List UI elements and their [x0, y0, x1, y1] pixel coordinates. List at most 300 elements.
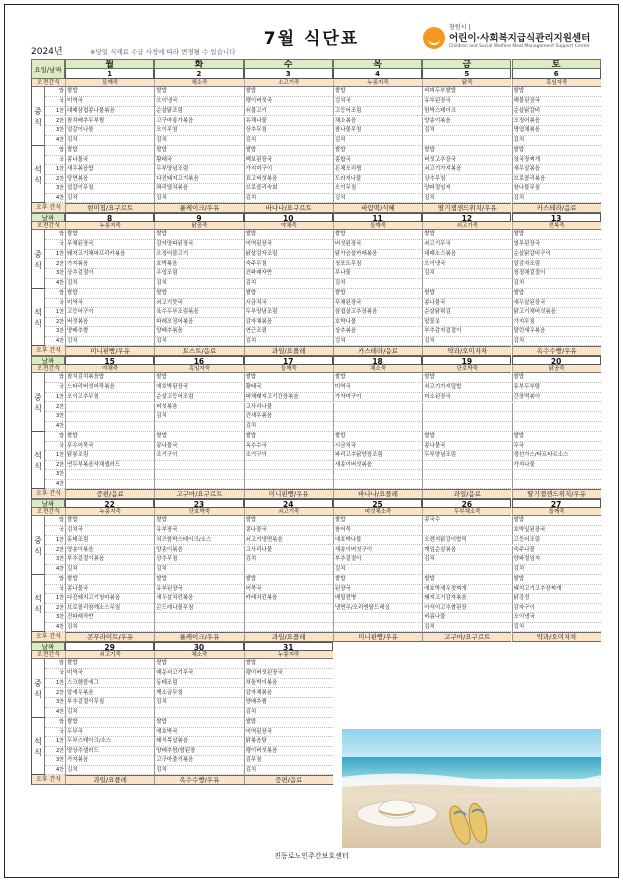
menu-item: 두부국 [65, 728, 154, 738]
row-label: 2찬 [45, 747, 65, 757]
menu-item [333, 623, 422, 633]
menu-item: 콩나물국 [154, 442, 243, 452]
date-number: 22 [65, 499, 154, 508]
menu-item [244, 565, 333, 575]
menu-item: 감자양파된장국 [154, 240, 243, 250]
menu-item [333, 422, 422, 432]
special-label: 오전간식 [31, 508, 65, 516]
menu-item: 된장국 [333, 585, 422, 595]
row-label: 1찬 [45, 393, 65, 403]
menu-item: 두부스테이크/소스 [65, 737, 154, 747]
menu-item: 쌀밥 [65, 87, 154, 97]
menu-item: 콩나물국 [422, 299, 511, 309]
menu-item: 김치 [244, 337, 333, 347]
menu-item: 쌀밥 [422, 432, 511, 442]
menu-item: 당면볶음 [65, 175, 154, 185]
menu-item: 팽이버섯볶음 [244, 747, 333, 757]
menu-item: 미소된장국 [422, 393, 511, 403]
row-label: 3찬 [45, 756, 65, 766]
menu-item: 양송이볶음 [154, 546, 243, 556]
week-block [31, 356, 601, 499]
menu-item: 김치 [333, 136, 422, 146]
menu-item: 고사리나물 [244, 546, 333, 556]
menu-item [333, 613, 422, 623]
menu-item: 메밀전병 [333, 594, 422, 604]
menu-item: 연두부볶음자채샐러드 [65, 461, 154, 471]
menu-item: 김치 [154, 766, 243, 776]
row-label: 2찬 [45, 403, 65, 413]
menu-item: 김치 [244, 422, 333, 432]
menu-item: 쌀밥 [512, 575, 601, 585]
afternoon-snack: 과일/요플레 [244, 632, 333, 642]
menu-item [244, 461, 333, 471]
menu-item: 김치 [512, 279, 601, 289]
menu-item: 김치 [65, 623, 154, 633]
menu-item: 양배추쌈 [65, 327, 154, 337]
menu-item: 쌀밥 [244, 516, 333, 526]
menu-item [154, 613, 243, 623]
morning-snack: 야채죽 [65, 365, 154, 373]
menu-item: 백보된장국 [244, 156, 333, 166]
menu-item: 김치 [422, 194, 511, 204]
menu-item: 쌀밥 [422, 373, 511, 383]
menu-item: 홍합국 [333, 156, 422, 166]
afternoon-snack: 약과/오미자차 [512, 632, 601, 642]
menu-item: 새우살치킨볶음 [154, 594, 243, 604]
menu-item: 쌀밥 [512, 289, 601, 299]
menu-item: 순살고등어조림 [154, 393, 243, 403]
menu-item: 순살닭갈비구이 [512, 250, 601, 260]
menu-item: 쌀밥 [65, 146, 154, 156]
date-number: 8 [65, 213, 154, 222]
row-label: 3찬 [45, 555, 65, 565]
menu-item: 쌀밥 [333, 87, 422, 97]
menu-item: 쌀밥 [65, 432, 154, 442]
menu-item [244, 613, 333, 623]
afternoon-snack: 과일/음료 [422, 489, 511, 499]
menu-item: 새우살된장국 [512, 299, 601, 309]
menu-item: 김치 [65, 194, 154, 204]
menu-item: 알감자조림 [512, 260, 601, 270]
menu-item: 고구마롱가볶음 [154, 117, 243, 127]
date-number: 1 [65, 69, 154, 79]
menu-item: 두부양념조림 [422, 451, 511, 461]
menu-item [512, 412, 601, 422]
menu-item: 쌀밥 [154, 516, 243, 526]
year-label: 2024년 [31, 47, 63, 57]
row-label: 국 [45, 299, 65, 309]
center-logo [423, 22, 593, 58]
menu-item: 무채된장국 [65, 240, 154, 250]
afternoon-snack: 바나나/요플레 [333, 489, 422, 499]
morning-snack: 누룽지죽 [65, 222, 154, 230]
afternoon-snack: 과일/요플레 [244, 346, 333, 356]
menu-item: 우엉조림 [154, 269, 243, 279]
menu-item [422, 565, 511, 575]
menu-item: 호박잎된장국 [512, 526, 601, 536]
date-number: 27 [512, 499, 601, 508]
menu-item: 새우살볶음 [512, 165, 601, 175]
menu-item: 쇠불고기 [244, 107, 333, 117]
row-label: 3찬 [45, 412, 65, 422]
special-label: 오전간식 [31, 222, 65, 230]
menu-item: 얼갈이무침 [65, 184, 154, 194]
beach-image [342, 729, 601, 848]
menu-item: 부추겉절이 [333, 555, 422, 565]
menu-item: 감자채볶음 [244, 318, 333, 328]
menu-item: 말린새우볶음 [512, 327, 601, 337]
menu-item: 참나물무침 [512, 184, 601, 194]
menu-item: 고등어조림 [333, 107, 422, 117]
date-header-label: 날짜 [31, 642, 65, 651]
date-number: 4 [333, 69, 422, 79]
menu-item: 깨잎순살볶음 [422, 546, 511, 556]
date-number: 13 [512, 213, 601, 222]
menu-item: 김치 [154, 698, 243, 708]
special-label: 오전간식 [31, 365, 65, 373]
afternoon-snack: 미니핀빵/우유 [65, 346, 154, 356]
menu-item: 깨소금무침 [154, 689, 243, 699]
menu-item: 쌀밥 [154, 146, 243, 156]
menu-item: 냉면무/오리엔탈드레싱 [333, 604, 422, 614]
morning-snack: 야채죽 [244, 222, 333, 230]
menu-item: 부추감자겉절이 [422, 327, 511, 337]
menu-item: 쌀밥 [65, 230, 154, 240]
menu-item: 쌀밥 [512, 516, 601, 526]
menu-item: 호박나물 [333, 318, 422, 328]
menu-item: 가자미구이 [333, 393, 422, 403]
menu-grid [31, 59, 601, 785]
page-title: 7월 식단표 [263, 29, 360, 49]
date-number: 12 [422, 213, 511, 222]
menu-item: 쇠고기뭇국 [154, 299, 243, 309]
menu-item: 팽이버섯국 [244, 97, 333, 107]
menu-item: 미역된장국 [244, 240, 333, 250]
menu-item: 돼지고기감자볶음 [422, 594, 511, 604]
menu-item: 콩나물국 [422, 442, 511, 452]
snack-label: 오후 간식 [31, 203, 65, 213]
date-number: 31 [244, 642, 333, 651]
afternoon-snack: 롤케이크/우유 [154, 632, 243, 642]
menu-item: 무채된장국 [333, 299, 422, 309]
smile-logo-icon [423, 27, 445, 49]
menu-item: 쌀밥 [65, 516, 154, 526]
date-number: 25 [333, 499, 422, 508]
menu-item: 김치 [154, 194, 243, 204]
row-label: 국 [45, 97, 65, 107]
menu-item: 김치국 [333, 97, 422, 107]
row-label: 밥 [45, 230, 65, 240]
menu-item: 쌀밥 [422, 289, 511, 299]
morning-snack: 채소죽 [333, 365, 422, 373]
date-number: 30 [154, 642, 243, 651]
menu-item [512, 470, 601, 480]
menu-item: 감자구이 [512, 604, 601, 614]
menu-item: 김치 [333, 279, 422, 289]
lunch-label: 중식 [31, 659, 45, 718]
menu-item: 가지미구이 [244, 165, 333, 175]
menu-item: 쌀밥 [333, 289, 422, 299]
menu-item: 쌀밥 [154, 432, 243, 442]
row-label: 3찬 [45, 184, 65, 194]
menu-item [333, 480, 422, 490]
row-label: 1찬 [45, 594, 65, 604]
menu-item [422, 470, 511, 480]
menu-item: 새송이버섯볶음 [333, 461, 422, 471]
dinner-label: 석식 [31, 575, 45, 632]
row-label: 국 [45, 383, 65, 393]
row-label: 2찬 [45, 546, 65, 556]
menu-item: 미역된장국 [244, 728, 333, 738]
menu-item: 파래오징어볶음 [154, 318, 243, 328]
menu-item: 미역국 [65, 97, 154, 107]
menu-item: 미역국 [65, 669, 154, 679]
menu-item [154, 470, 243, 480]
menu-item: 쌀밥 [333, 230, 422, 240]
menu-item: 쌀밥 [422, 146, 511, 156]
menu-item: 애호박된장국 [154, 383, 243, 393]
menu-item: 시금치국 [244, 299, 333, 309]
row-label: 3찬 [45, 470, 65, 480]
menu-item: 명엽채볶음 [512, 126, 601, 136]
afternoon-snack: 고구마/요구르트 [422, 632, 511, 642]
menu-item [422, 422, 511, 432]
menu-item: 스크램블에그 [65, 679, 154, 689]
morning-snack: 들깨죽 [512, 508, 601, 516]
menu-item: 상추겉절이 [65, 269, 154, 279]
menu-item: 쌀밥 [154, 659, 243, 669]
menu-item [512, 422, 601, 432]
menu-item: 콩국수 [422, 516, 511, 526]
menu-item: 시금치국 [333, 442, 422, 452]
weekday-header: 수 [244, 59, 333, 69]
menu-item: 가지나물 [512, 461, 601, 471]
morning-snack: 쇠고기죽 [422, 222, 511, 230]
menu-item [65, 412, 154, 422]
date-number: 15 [65, 356, 154, 365]
menu-item: 고구마줄기볶음 [154, 756, 243, 766]
menu-item: 참어묵 [333, 526, 422, 536]
menu-item: 쌀밥 [244, 230, 333, 240]
morning-snack: 버섯채소죽 [333, 508, 422, 516]
menu-item: 닭봉조림 [65, 451, 154, 461]
menu-item: 쌀밥 [65, 659, 154, 669]
menu-item: 느타리버섯어묵볶음 [65, 383, 154, 393]
date-number: 17 [244, 356, 333, 365]
menu-item: 감자채볶음 [244, 689, 333, 699]
menu-item: 김치 [512, 565, 601, 575]
row-label: 1찬 [45, 107, 65, 117]
menu-item: 옥수수국 [244, 442, 333, 452]
menu-item: 유부두부탕 [512, 383, 601, 393]
menu-item: 순살닭갈비 [512, 107, 601, 117]
menu-item: 콩나물국 [65, 585, 154, 595]
afternoon-snack: 딸기잼샌드위치/우유 [422, 203, 511, 213]
menu-item: 고등어구이 [65, 308, 154, 318]
morning-snack: 채소죽 [154, 651, 243, 659]
menu-item: 김치 [333, 337, 422, 347]
beach-picture [342, 729, 601, 848]
row-label: 밥 [45, 659, 65, 669]
menu-item: 돼지목살볶음 [154, 737, 243, 747]
menu-item: 양파절임지 [512, 555, 601, 565]
menu-item: 쌀밥 [154, 289, 243, 299]
lunch-label: 중식 [31, 87, 45, 146]
row-label: 국 [45, 240, 65, 250]
morning-snack: 소고기죽 [244, 79, 333, 87]
menu-item: 양송이볶음 [422, 117, 511, 127]
date-number: 19 [422, 356, 511, 365]
menu-item: 고사리나물 [244, 403, 333, 413]
menu-item: 김치 [422, 126, 511, 136]
menu-item [154, 623, 243, 633]
row-label: 1찬 [45, 165, 65, 175]
morning-snack: 누룽지죽 [333, 79, 422, 87]
menu-item: 새우볶음밥 [65, 165, 154, 175]
menu-item: 오징어볶음 [512, 117, 601, 127]
row-label: 밥 [45, 575, 65, 585]
afternoon-snack: 바나나/요구르트 [244, 203, 333, 213]
date-number: 16 [154, 356, 243, 365]
menu-item [422, 461, 511, 471]
menu-item: 쇠고기무국 [422, 240, 511, 250]
morning-snack: 흑임자죽 [154, 365, 243, 373]
menu-item: 쌀밥 [65, 718, 154, 728]
row-label: 4찬 [45, 708, 65, 718]
menu-item: 연근조림 [244, 327, 333, 337]
menu-item: 오이냉국 [422, 260, 511, 270]
menu-item: 쌀밥 [154, 230, 243, 240]
menu-item: 숙주나물 [512, 546, 601, 556]
menu-item [244, 623, 333, 633]
footer-center-name: 진동로노인주간보호센터 [274, 852, 349, 860]
menu-item: 도라지나물 [333, 175, 422, 185]
menu-item: 두부양념조림 [154, 165, 243, 175]
row-label: 4찬 [45, 136, 65, 146]
menu-item: 오렌지닭강이밥믹 [422, 536, 511, 546]
menu-item: 삼겹살고추장볶음 [333, 308, 422, 318]
menu-item: 닭볶음탕 [244, 737, 333, 747]
menu-item: 쌀밥 [333, 516, 422, 526]
menu-item: 차돌박이볶음 [244, 679, 333, 689]
morning-snack: 단호박죽 [154, 508, 243, 516]
menu-item: 김치 [512, 623, 601, 633]
row-label: 1찬 [45, 451, 65, 461]
date-number: 5 [422, 69, 511, 79]
menu-item: 함박스테이크 [422, 107, 511, 117]
menu-item: 김치 [422, 337, 511, 347]
menu-item: 간장떡볶이 [512, 393, 601, 403]
menu-item: 고등어조림 [512, 536, 601, 546]
menu-item: 돼지고기고추장찌개 [512, 585, 601, 595]
menu-item: 곤드레나물무침 [154, 604, 243, 614]
menu-item: 건파래자반 [65, 613, 154, 623]
weekday-header: 월 [65, 59, 154, 69]
menu-item: 참치김치볶음밥 [65, 373, 154, 383]
row-label: 국 [45, 156, 65, 166]
menu-item: 파채돼지고기간장볶음 [244, 393, 333, 403]
menu-item: 유부장국 [154, 526, 243, 536]
menu-item: 어묵국 [244, 585, 333, 595]
menu-item: 쇠고기가지덮밥 [422, 383, 511, 393]
menu-item: 김치 [65, 279, 154, 289]
menu-item: 꽈리멸치볶음 [154, 184, 243, 194]
menu-item: 김치 [154, 565, 243, 575]
menu-item: 쌀밥 [333, 146, 422, 156]
morning-snack: 들깨죽 [65, 79, 154, 87]
menu-item: 쌀밥 [333, 432, 422, 442]
row-label: 1찬 [45, 536, 65, 546]
menu-item: 쌀밥 [333, 575, 422, 585]
menu-item: 유채나물 [244, 117, 333, 127]
date-number: 18 [333, 356, 422, 365]
menu-item: 조기구이 [154, 451, 243, 461]
menu-item [65, 470, 154, 480]
week-block [31, 213, 601, 356]
row-label: 밥 [45, 432, 65, 442]
afternoon-snack: 딸기잼샌드위치/우유 [512, 489, 601, 499]
menu-item: 애호박국 [154, 728, 243, 738]
menu-item [65, 422, 154, 432]
menu-item: 김치 [512, 337, 601, 347]
menu-item: 숙주무침 [244, 260, 333, 270]
menu-item: 다진돼지고기볶음 [154, 175, 243, 185]
row-label: 2찬 [45, 175, 65, 185]
morning-snack: 누룽지죽 [244, 651, 333, 659]
row-label: 밥 [45, 146, 65, 156]
row-label: 1찬 [45, 308, 65, 318]
morning-snack: 흑임자죽 [512, 79, 601, 87]
menu-item: 오징어불고기 [154, 250, 243, 260]
menu-item: 쌀밥 [244, 575, 333, 585]
afternoon-snack: 옥수수빵/우유 [154, 775, 243, 785]
menu-item: 쇠고기냉면볶음 [244, 536, 333, 546]
row-label: 4찬 [45, 766, 65, 776]
menu-item: 김치 [65, 565, 154, 575]
menu-item: 말꽃옷 [422, 318, 511, 328]
row-label: 4찬 [45, 480, 65, 490]
menu-item [333, 403, 422, 413]
week-block [31, 499, 601, 642]
row-label: 2찬 [45, 260, 65, 270]
menu-item [65, 403, 154, 413]
menu-item: 김치 [244, 555, 333, 565]
date-number: 6 [512, 69, 601, 79]
menu-item: 쌀밥 [244, 659, 333, 669]
row-label: 국 [45, 728, 65, 738]
row-label: 1찬 [45, 250, 65, 260]
menu-item: 오이고추무침 [65, 393, 154, 403]
menu-item: 아삭이고추쌈된장 [422, 604, 511, 614]
date-header-label: 요일/날짜 [31, 59, 65, 79]
menu-item: 쌀밥 [512, 432, 601, 442]
lunch-label: 중식 [31, 230, 45, 289]
menu-item [333, 470, 422, 480]
menu-item: 무나물 [333, 269, 422, 279]
menu-item: 표고버섯볶음 [244, 175, 333, 185]
menu-item: 생선가스/타르타르소스 [512, 451, 601, 461]
menu-item: 건새우볶음 [244, 412, 333, 422]
menu-item: 쌀밥 [244, 146, 333, 156]
menu-item: 부추겉절이볶음 [65, 555, 154, 565]
morning-snack: 쇠고기죽 [244, 508, 333, 516]
menu-item: 김치 [244, 194, 333, 204]
menu-item: 김치 [422, 623, 511, 633]
menu-item: 양파절임지 [422, 184, 511, 194]
menu-item: 김치 [244, 279, 333, 289]
date-header-label: 날짜 [31, 213, 65, 222]
menu-item: 호박볶음 [154, 260, 243, 270]
